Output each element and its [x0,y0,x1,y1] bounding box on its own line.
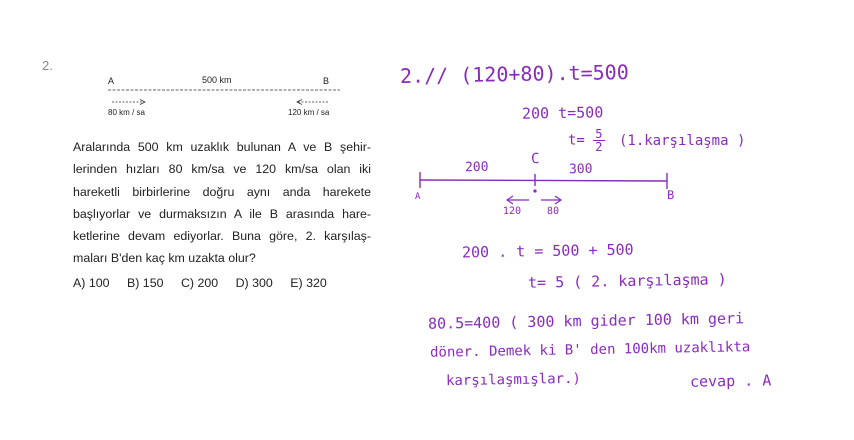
hw-number-line [405,150,705,240]
choice-d: D) 300 [235,276,273,290]
hw-line-2: 200 t=500 [521,103,604,123]
problem-line: başlıyorlar ve durmaksızın A ile B arasında hare- [73,206,371,221]
hw-label-200: 200 [464,159,489,176]
hw-line-4: 200 . t = 500 + 500 [461,240,634,262]
distance-diagram [100,72,360,122]
choice-a: A) 100 [73,276,110,290]
problem-text [73,136,371,270]
hw-line-1: 2.// (120+80).t=500 [399,60,629,88]
choice-c: C) 200 [180,276,219,290]
choice-e: E) 320 [290,276,327,290]
hw-t-equals: t= [568,132,585,149]
problem-line: hareketli birbirlerine doğru aynı anda harekete [73,184,371,199]
speed-a-label: 80 km / sa [108,108,145,117]
hw-line-8: karşılaşmışlar.) [445,370,581,390]
hw-label-120: 120 [502,205,522,218]
city-b-label: B [323,76,330,86]
problem-line: lerinden hızları 80 km/sa ve 120 km/sa olan iki [73,162,371,177]
hw-answer: cevap . A [689,371,772,391]
problem-line: ketlerine devam ediyorlar. Buna göre, 2. karşılaş- [73,229,371,244]
hw-number-line-drawing [405,150,705,240]
city-a-label: A [108,76,115,86]
hw-note-1: (1.karşılaşma ) [618,132,746,149]
problem-line: Aralarında 500 km uzaklık bulunan A ve B şehir- [73,140,371,154]
speed-b-label: 120 km / sa [288,108,330,117]
problem-line: maları B'den kaç km uzakta olur? [73,251,256,266]
distance-label: 500 km [202,75,232,85]
hw-label-b: B [666,187,675,203]
choice-b: B) 150 [126,276,164,290]
hw-line-6: 80.5=400 ( 300 km gider 100 km geri [427,309,745,333]
answer-choices [73,276,341,290]
question-number: 2. [42,58,53,73]
hw-label-80: 80 [546,205,560,218]
hw-label-a: A [414,191,421,203]
hw-numerator: 5 [595,127,603,141]
hw-denominator: 2 [595,140,603,154]
hw-line-5: t= 5 ( 2. karşılaşma ) [527,270,727,292]
hw-line-7: döner. Demek ki B' den 100km uzaklıkta [429,339,751,361]
hw-label-c: C [530,150,540,168]
hw-label-300: 300 [568,161,593,178]
